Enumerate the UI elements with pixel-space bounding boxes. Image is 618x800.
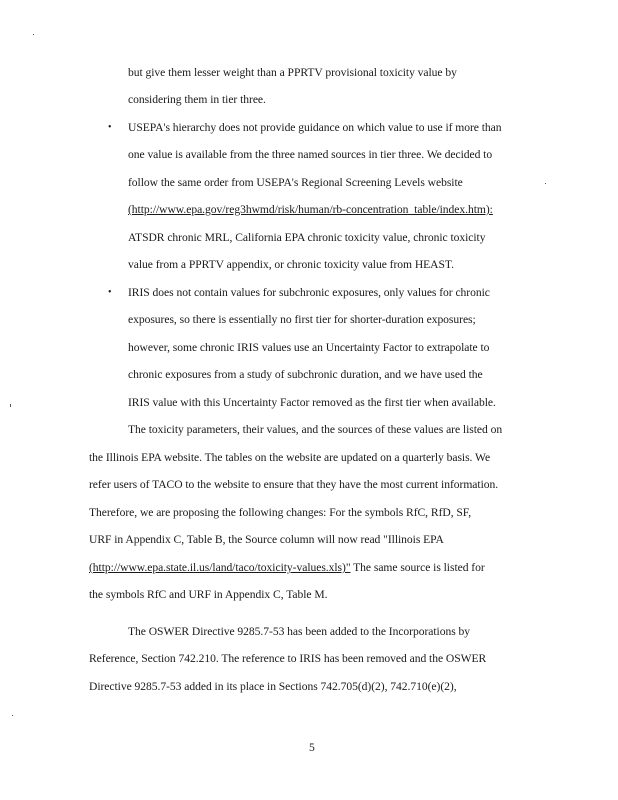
bullet-marker: • <box>108 122 112 133</box>
text-line: considering them in tier three. <box>128 93 266 106</box>
text-line: Reference, Section 742.210. The reference to IRIS has been removed and the OSWER <box>89 652 487 665</box>
text-line: however, some chronic IRIS values use an Uncertainty Factor to extrapolate to <box>128 341 490 354</box>
scan-speck <box>12 715 13 716</box>
text-line <box>89 561 485 575</box>
text-line: refer users of TACO to the website to ensure that they have the most current information. <box>89 478 499 491</box>
toxicity-values-link[interactable]: (http://www.epa.state.il.us/land/taco/toxicity-values.xls)" <box>89 561 351 574</box>
text-line: USEPA's hierarchy does not provide guidance on which value to use if more than <box>128 121 502 134</box>
text-line: IRIS value with this Uncertainty Factor removed as the first tier when available. <box>128 396 496 409</box>
text-line: The toxicity parameters, their values, and the sources of these values are listed on <box>128 423 503 436</box>
text-line: Directive 9285.7-53 added in its place in Sections 742.705(d)(2), 742.710(e)(2), <box>89 680 457 693</box>
scan-speck <box>10 404 11 407</box>
scan-speck <box>545 183 546 184</box>
text-line: Therefore, we are proposing the following changes: For the symbols RfC, RfD, SF, <box>89 506 472 519</box>
text-line: ATSDR chronic MRL, California EPA chronic toxicity value, chronic toxicity <box>128 231 486 244</box>
text-line: follow the same order from USEPA's Regional Screening Levels website <box>128 176 463 189</box>
text-line: one value is available from the three named sources in tier three. We decided to <box>128 148 493 161</box>
bullet-marker: • <box>108 287 112 298</box>
text-line: chronic exposures from a study of subchronic duration, and we have used the <box>128 368 483 381</box>
text-line: exposures, so there is essentially no first tier for shorter-duration exposures; <box>128 313 476 326</box>
text-line: (http://www.epa.gov/reg3hwmd/risk/human/rb-concentration_table/index.htm): <box>128 203 493 216</box>
page-number: 5 <box>309 741 315 754</box>
text-line: the Illinois EPA website. The tables on the website are updated on a quarterly basis. We <box>89 451 491 464</box>
text-line: the symbols RfC and URF in Appendix C, Table M. <box>89 588 328 601</box>
text-line: IRIS does not contain values for subchronic exposures, only values for chronic <box>128 286 490 299</box>
text-line: The OSWER Directive 9285.7-53 has been added to the Incorporations by <box>128 625 471 638</box>
text-line: URF in Appendix C, Table B, the Source column will now read "Illinois EPA <box>89 533 444 546</box>
text-line: but give them lesser weight than a PPRTV provisional toxicity value by <box>128 66 457 79</box>
scan-speck <box>33 34 34 35</box>
text-line: value from a PPRTV appendix, or chronic toxicity value from HEAST. <box>128 258 454 271</box>
text-fragment: The same source is listed for <box>350 561 485 574</box>
